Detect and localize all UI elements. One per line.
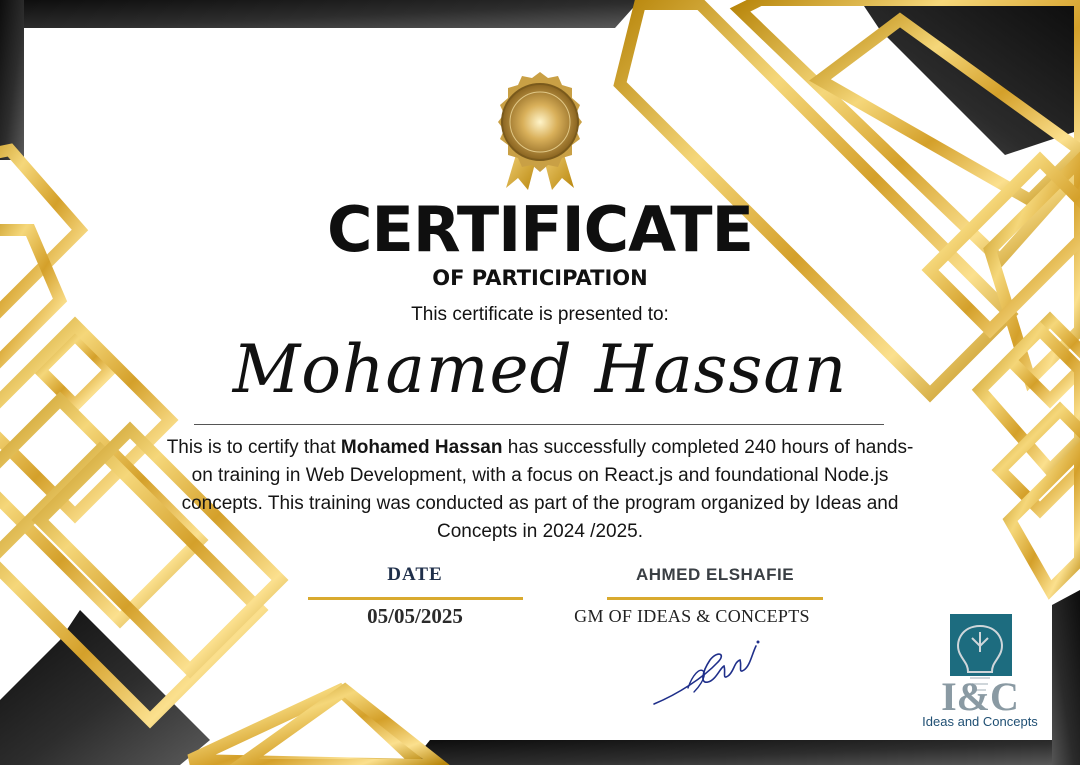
certificate-body — [160, 434, 920, 546]
handwritten-signature — [648, 632, 763, 712]
signer-underline — [607, 597, 823, 600]
signer-title: GM OF IDEAS & CONCEPTS — [574, 606, 810, 626]
certificate-title: CERTIFICATE — [327, 193, 753, 266]
date-label: DATE — [387, 564, 443, 585]
logo-monogram: I&C — [941, 674, 1019, 719]
recipient-name: Mohamed Hassan — [232, 331, 848, 408]
date-value: 05/05/2025 — [367, 604, 463, 628]
certificate-subtitle: OF PARTICIPATION — [432, 266, 648, 290]
name-underline — [194, 424, 884, 425]
body-text-details: has successfully completed 240 hours of hands-on training in Web Development, with a focus on React.js and foundational Node.js concepts. This training was conducted as part of the program organized by Ideas and Concepts in 2024 /2025. — [181, 437, 914, 542]
presented-to-line: This certificate is presented to: — [411, 304, 669, 325]
signer-name: AHMED ELSHAFIE — [635, 565, 795, 584]
date-underline — [308, 597, 523, 600]
body-text-intro: This is to certify that — [166, 437, 336, 458]
logo-caption: Ideas and Concepts — [922, 714, 1038, 729]
award-medal-icon — [488, 70, 592, 192]
body-recipient-name: Mohamed Hassan — [340, 437, 503, 458]
